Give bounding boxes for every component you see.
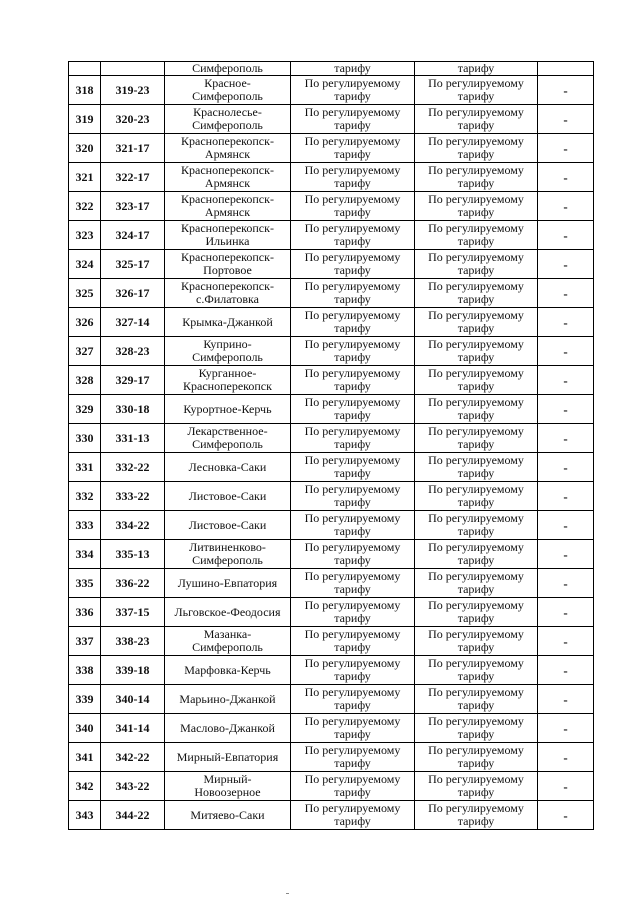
cell-tariff-a: По регулируемому тарифу	[291, 134, 415, 163]
table-row	[69, 743, 594, 772]
table-row	[69, 569, 594, 598]
cell-route: Маслово-Джанкой	[165, 714, 291, 743]
cell-route: Марфовка-Керчь	[165, 656, 291, 685]
table-row	[69, 105, 594, 134]
cell-code: 341-14	[101, 714, 165, 743]
cell-num: 332	[69, 482, 101, 511]
table-row	[69, 337, 594, 366]
cell-tariff-b: По регулируемому тарифу	[415, 656, 538, 685]
cell-tariff-a: По регулируемому тарифу	[291, 743, 415, 772]
cell-num: 335	[69, 569, 101, 598]
cell-tariff-b: По регулируемому тарифу	[415, 714, 538, 743]
table-row	[69, 76, 594, 105]
cell-route: Листовое-Саки	[165, 482, 291, 511]
cell-code: 332-22	[101, 453, 165, 482]
cell-num: 327	[69, 337, 101, 366]
cell-num: 324	[69, 250, 101, 279]
table-row	[69, 482, 594, 511]
cell-code: 324-17	[101, 221, 165, 250]
cell-num: 343	[69, 801, 101, 830]
cell-code: 328-23	[101, 337, 165, 366]
cell-route: Лекарственное- Симферополь	[165, 424, 291, 453]
cell-note: -	[538, 685, 594, 714]
cell-tariff-a: По регулируемому тарифу	[291, 279, 415, 308]
cell-code: 340-14	[101, 685, 165, 714]
cell-code: 326-17	[101, 279, 165, 308]
table-row	[69, 221, 594, 250]
cell-code: 323-17	[101, 192, 165, 221]
cell-route: Симферополь	[165, 62, 291, 76]
cell-route: Мазанка- Симферополь	[165, 627, 291, 656]
cell-num: 340	[69, 714, 101, 743]
table-row	[69, 540, 594, 569]
cell-note: -	[538, 743, 594, 772]
cell-tariff-b: По регулируемому тарифу	[415, 598, 538, 627]
cell-num: 334	[69, 540, 101, 569]
cell-tariff-a: По регулируемому тарифу	[291, 366, 415, 395]
table-row	[69, 395, 594, 424]
cell-tariff-a: По регулируемому тарифу	[291, 453, 415, 482]
table-row	[69, 511, 594, 540]
cell-code: 339-18	[101, 656, 165, 685]
cell-tariff-b: По регулируемому тарифу	[415, 772, 538, 801]
cell-route: Красное- Симферополь	[165, 76, 291, 105]
cell-note: -	[538, 337, 594, 366]
cell-code: 331-13	[101, 424, 165, 453]
table-row	[69, 366, 594, 395]
cell-tariff-b: По регулируемому тарифу	[415, 569, 538, 598]
cell-tariff-b: По регулируемому тарифу	[415, 192, 538, 221]
cell-tariff-b: По регулируемому тарифу	[415, 250, 538, 279]
cell-num: 330	[69, 424, 101, 453]
cell-tariff-b: По регулируемому тарифу	[415, 134, 538, 163]
cell-note: -	[538, 801, 594, 830]
cell-num	[69, 62, 101, 76]
page-scan-mark	[286, 893, 289, 894]
cell-num: 331	[69, 453, 101, 482]
cell-tariff-b: По регулируемому тарифу	[415, 76, 538, 105]
cell-route: Красноперекопск- Армянск	[165, 134, 291, 163]
cell-num: 318	[69, 76, 101, 105]
cell-note	[538, 62, 594, 76]
cell-tariff-a: По регулируемому тарифу	[291, 308, 415, 337]
cell-note: -	[538, 598, 594, 627]
cell-note: -	[538, 569, 594, 598]
cell-tariff-b: По регулируемому тарифу	[415, 511, 538, 540]
cell-tariff-a: По регулируемому тарифу	[291, 772, 415, 801]
cell-tariff-a: По регулируемому тарифу	[291, 163, 415, 192]
cell-route: Краснолесье- Симферополь	[165, 105, 291, 134]
cell-tariff-a: По регулируемому тарифу	[291, 105, 415, 134]
table-row	[69, 308, 594, 337]
cell-code: 322-17	[101, 163, 165, 192]
cell-tariff-a: тарифу	[291, 62, 415, 76]
cell-code: 330-18	[101, 395, 165, 424]
cell-route: Листовое-Саки	[165, 511, 291, 540]
table-row	[69, 250, 594, 279]
cell-route: Лушино-Евпатория	[165, 569, 291, 598]
cell-note: -	[538, 424, 594, 453]
cell-num: 326	[69, 308, 101, 337]
cell-route: Курортное-Керчь	[165, 395, 291, 424]
cell-note: -	[538, 163, 594, 192]
cell-num: 323	[69, 221, 101, 250]
cell-code: 337-15	[101, 598, 165, 627]
cell-num: 319	[69, 105, 101, 134]
cell-num: 321	[69, 163, 101, 192]
cell-tariff-b: По регулируемому тарифу	[415, 163, 538, 192]
cell-tariff-b: По регулируемому тарифу	[415, 453, 538, 482]
cell-route: Митяево-Саки	[165, 801, 291, 830]
table-row	[69, 453, 594, 482]
cell-note: -	[538, 250, 594, 279]
cell-tariff-b: По регулируемому тарифу	[415, 627, 538, 656]
table-row	[69, 279, 594, 308]
cell-tariff-a: По регулируемому тарифу	[291, 685, 415, 714]
cell-code: 334-22	[101, 511, 165, 540]
cell-note: -	[538, 366, 594, 395]
cell-tariff-a: По регулируемому тарифу	[291, 76, 415, 105]
cell-code: 336-22	[101, 569, 165, 598]
cell-tariff-a: По регулируемому тарифу	[291, 192, 415, 221]
cell-route: Красноперекопск- Армянск	[165, 192, 291, 221]
cell-tariff-b: По регулируемому тарифу	[415, 424, 538, 453]
cell-note: -	[538, 714, 594, 743]
cell-note: -	[538, 105, 594, 134]
cell-tariff-a: По регулируемому тарифу	[291, 627, 415, 656]
cell-code: 327-14	[101, 308, 165, 337]
table-row	[69, 627, 594, 656]
cell-tariff-a: По регулируемому тарифу	[291, 801, 415, 830]
cell-code: 320-23	[101, 105, 165, 134]
cell-tariff-a: По регулируемому тарифу	[291, 250, 415, 279]
cell-num: 328	[69, 366, 101, 395]
cell-tariff-b: По регулируемому тарифу	[415, 743, 538, 772]
cell-tariff-b: тарифу	[415, 62, 538, 76]
cell-tariff-a: По регулируемому тарифу	[291, 714, 415, 743]
table-row	[69, 772, 594, 801]
cell-route: Льговское-Феодосия	[165, 598, 291, 627]
cell-route: Мирный- Новоозерное	[165, 772, 291, 801]
cell-num: 320	[69, 134, 101, 163]
cell-code: 344-22	[101, 801, 165, 830]
cell-note: -	[538, 627, 594, 656]
cell-tariff-b: По регулируемому тарифу	[415, 221, 538, 250]
cell-tariff-b: По регулируемому тарифу	[415, 801, 538, 830]
table-row	[69, 598, 594, 627]
cell-route: Марьино-Джанкой	[165, 685, 291, 714]
cell-note: -	[538, 279, 594, 308]
cell-note: -	[538, 453, 594, 482]
cell-tariff-a: По регулируемому тарифу	[291, 424, 415, 453]
cell-num: 325	[69, 279, 101, 308]
cell-note: -	[538, 192, 594, 221]
cell-tariff-b: По регулируемому тарифу	[415, 685, 538, 714]
cell-route: Литвиненково- Симферополь	[165, 540, 291, 569]
cell-tariff-b: По регулируемому тарифу	[415, 366, 538, 395]
cell-tariff-a: По регулируемому тарифу	[291, 598, 415, 627]
cell-note: -	[538, 308, 594, 337]
table-row	[69, 685, 594, 714]
cell-route: Курганное- Красноперекопск	[165, 366, 291, 395]
cell-tariff-b: По регулируемому тарифу	[415, 279, 538, 308]
cell-code: 335-13	[101, 540, 165, 569]
table-row	[69, 656, 594, 685]
cell-note: -	[538, 772, 594, 801]
cell-num: 322	[69, 192, 101, 221]
cell-num: 336	[69, 598, 101, 627]
cell-num: 333	[69, 511, 101, 540]
cell-tariff-a: По регулируемому тарифу	[291, 482, 415, 511]
cell-route: Крымка-Джанкой	[165, 308, 291, 337]
cell-note: -	[538, 511, 594, 540]
cell-code	[101, 62, 165, 76]
table-row	[69, 163, 594, 192]
cell-num: 342	[69, 772, 101, 801]
cell-num: 337	[69, 627, 101, 656]
cell-note: -	[538, 395, 594, 424]
cell-note: -	[538, 540, 594, 569]
cell-tariff-b: По регулируемому тарифу	[415, 337, 538, 366]
cell-num: 329	[69, 395, 101, 424]
table-row	[69, 192, 594, 221]
cell-route: Красноперекопск- с.Филатовка	[165, 279, 291, 308]
cell-tariff-b: По регулируемому тарифу	[415, 105, 538, 134]
cell-route: Красноперекопск- Армянск	[165, 163, 291, 192]
cell-code: 333-22	[101, 482, 165, 511]
cell-code: 342-22	[101, 743, 165, 772]
cell-num: 341	[69, 743, 101, 772]
cell-tariff-b: По регулируемому тарифу	[415, 540, 538, 569]
cell-tariff-a: По регулируемому тарифу	[291, 511, 415, 540]
cell-note: -	[538, 656, 594, 685]
cell-tariff-b: По регулируемому тарифу	[415, 395, 538, 424]
cell-route: Куприно- Симферополь	[165, 337, 291, 366]
cell-tariff-a: По регулируемому тарифу	[291, 395, 415, 424]
cell-code: 343-22	[101, 772, 165, 801]
table-row	[69, 424, 594, 453]
cell-tariff-b: По регулируемому тарифу	[415, 308, 538, 337]
cell-tariff-a: По регулируемому тарифу	[291, 540, 415, 569]
cell-tariff-a: По регулируемому тарифу	[291, 569, 415, 598]
cell-num: 338	[69, 656, 101, 685]
cell-route: Красноперекопск- Портовое	[165, 250, 291, 279]
cell-tariff-a: По регулируемому тарифу	[291, 221, 415, 250]
cell-tariff-a: По регулируемому тарифу	[291, 656, 415, 685]
table-row	[69, 714, 594, 743]
cell-route: Лесновка-Саки	[165, 453, 291, 482]
cell-tariff-b: По регулируемому тарифу	[415, 482, 538, 511]
cell-note: -	[538, 76, 594, 105]
cell-code: 329-17	[101, 366, 165, 395]
cell-code: 319-23	[101, 76, 165, 105]
routes-table	[68, 61, 594, 830]
cell-tariff-a: По регулируемому тарифу	[291, 337, 415, 366]
cell-num: 339	[69, 685, 101, 714]
cell-route: Красноперекопск- Ильинка	[165, 221, 291, 250]
cell-code: 338-23	[101, 627, 165, 656]
cell-note: -	[538, 482, 594, 511]
cell-note: -	[538, 134, 594, 163]
table-row-continued	[69, 62, 594, 76]
cell-code: 325-17	[101, 250, 165, 279]
cell-code: 321-17	[101, 134, 165, 163]
cell-route: Мирный-Евпатория	[165, 743, 291, 772]
table-row	[69, 134, 594, 163]
table-row	[69, 801, 594, 830]
cell-note: -	[538, 221, 594, 250]
